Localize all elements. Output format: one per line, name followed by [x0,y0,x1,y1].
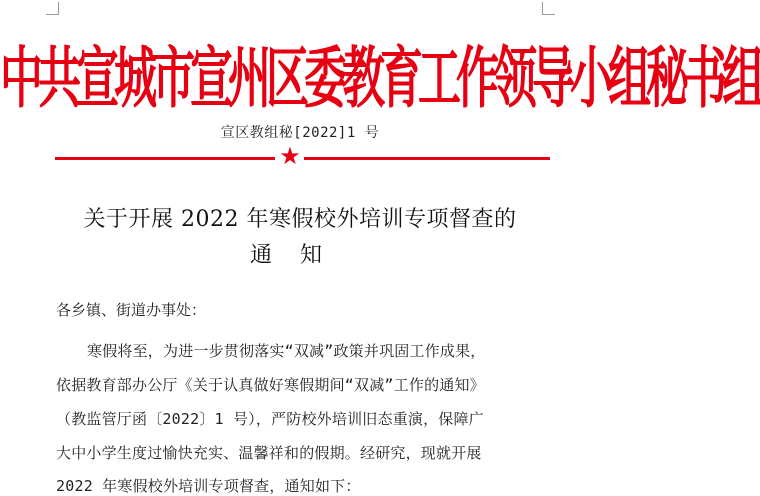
red-masthead-title: 中共宣城市宣州区委教育工作领导小组秘书组 [0,40,760,119]
red-divider-right [304,157,550,160]
notice-title-line-1: 关于开展 2022 年寒假校外培训专项督查的 [83,207,517,232]
body-line-2: 依据教育部办公厅《关于认真做好寒假期间“双减”工作的通知》 [56,376,485,394]
salutation: 各乡镇、街道办事处： [56,301,207,319]
document-number: 宣区教组秘[2022]1 号 [220,125,380,141]
body-line-4: 大中小学生度过愉快充实、温馨祥和的假期。经研究，现就开展 [56,444,482,462]
body-line-5: 2022 年寒假校外培训专项督查，通知如下： [56,477,361,495]
body-line-1: 寒假将至，为进一步贯彻落实“双减”政策并巩固工作成果， [87,342,486,360]
red-star-icon: ★ [279,142,301,170]
red-divider-left [55,157,275,160]
notice-title-line-2: 通知 [249,243,350,268]
body-line-3: （教监管厅函〔2022〕1 号），严防校外培训旧态重演，保障广 [56,410,484,428]
